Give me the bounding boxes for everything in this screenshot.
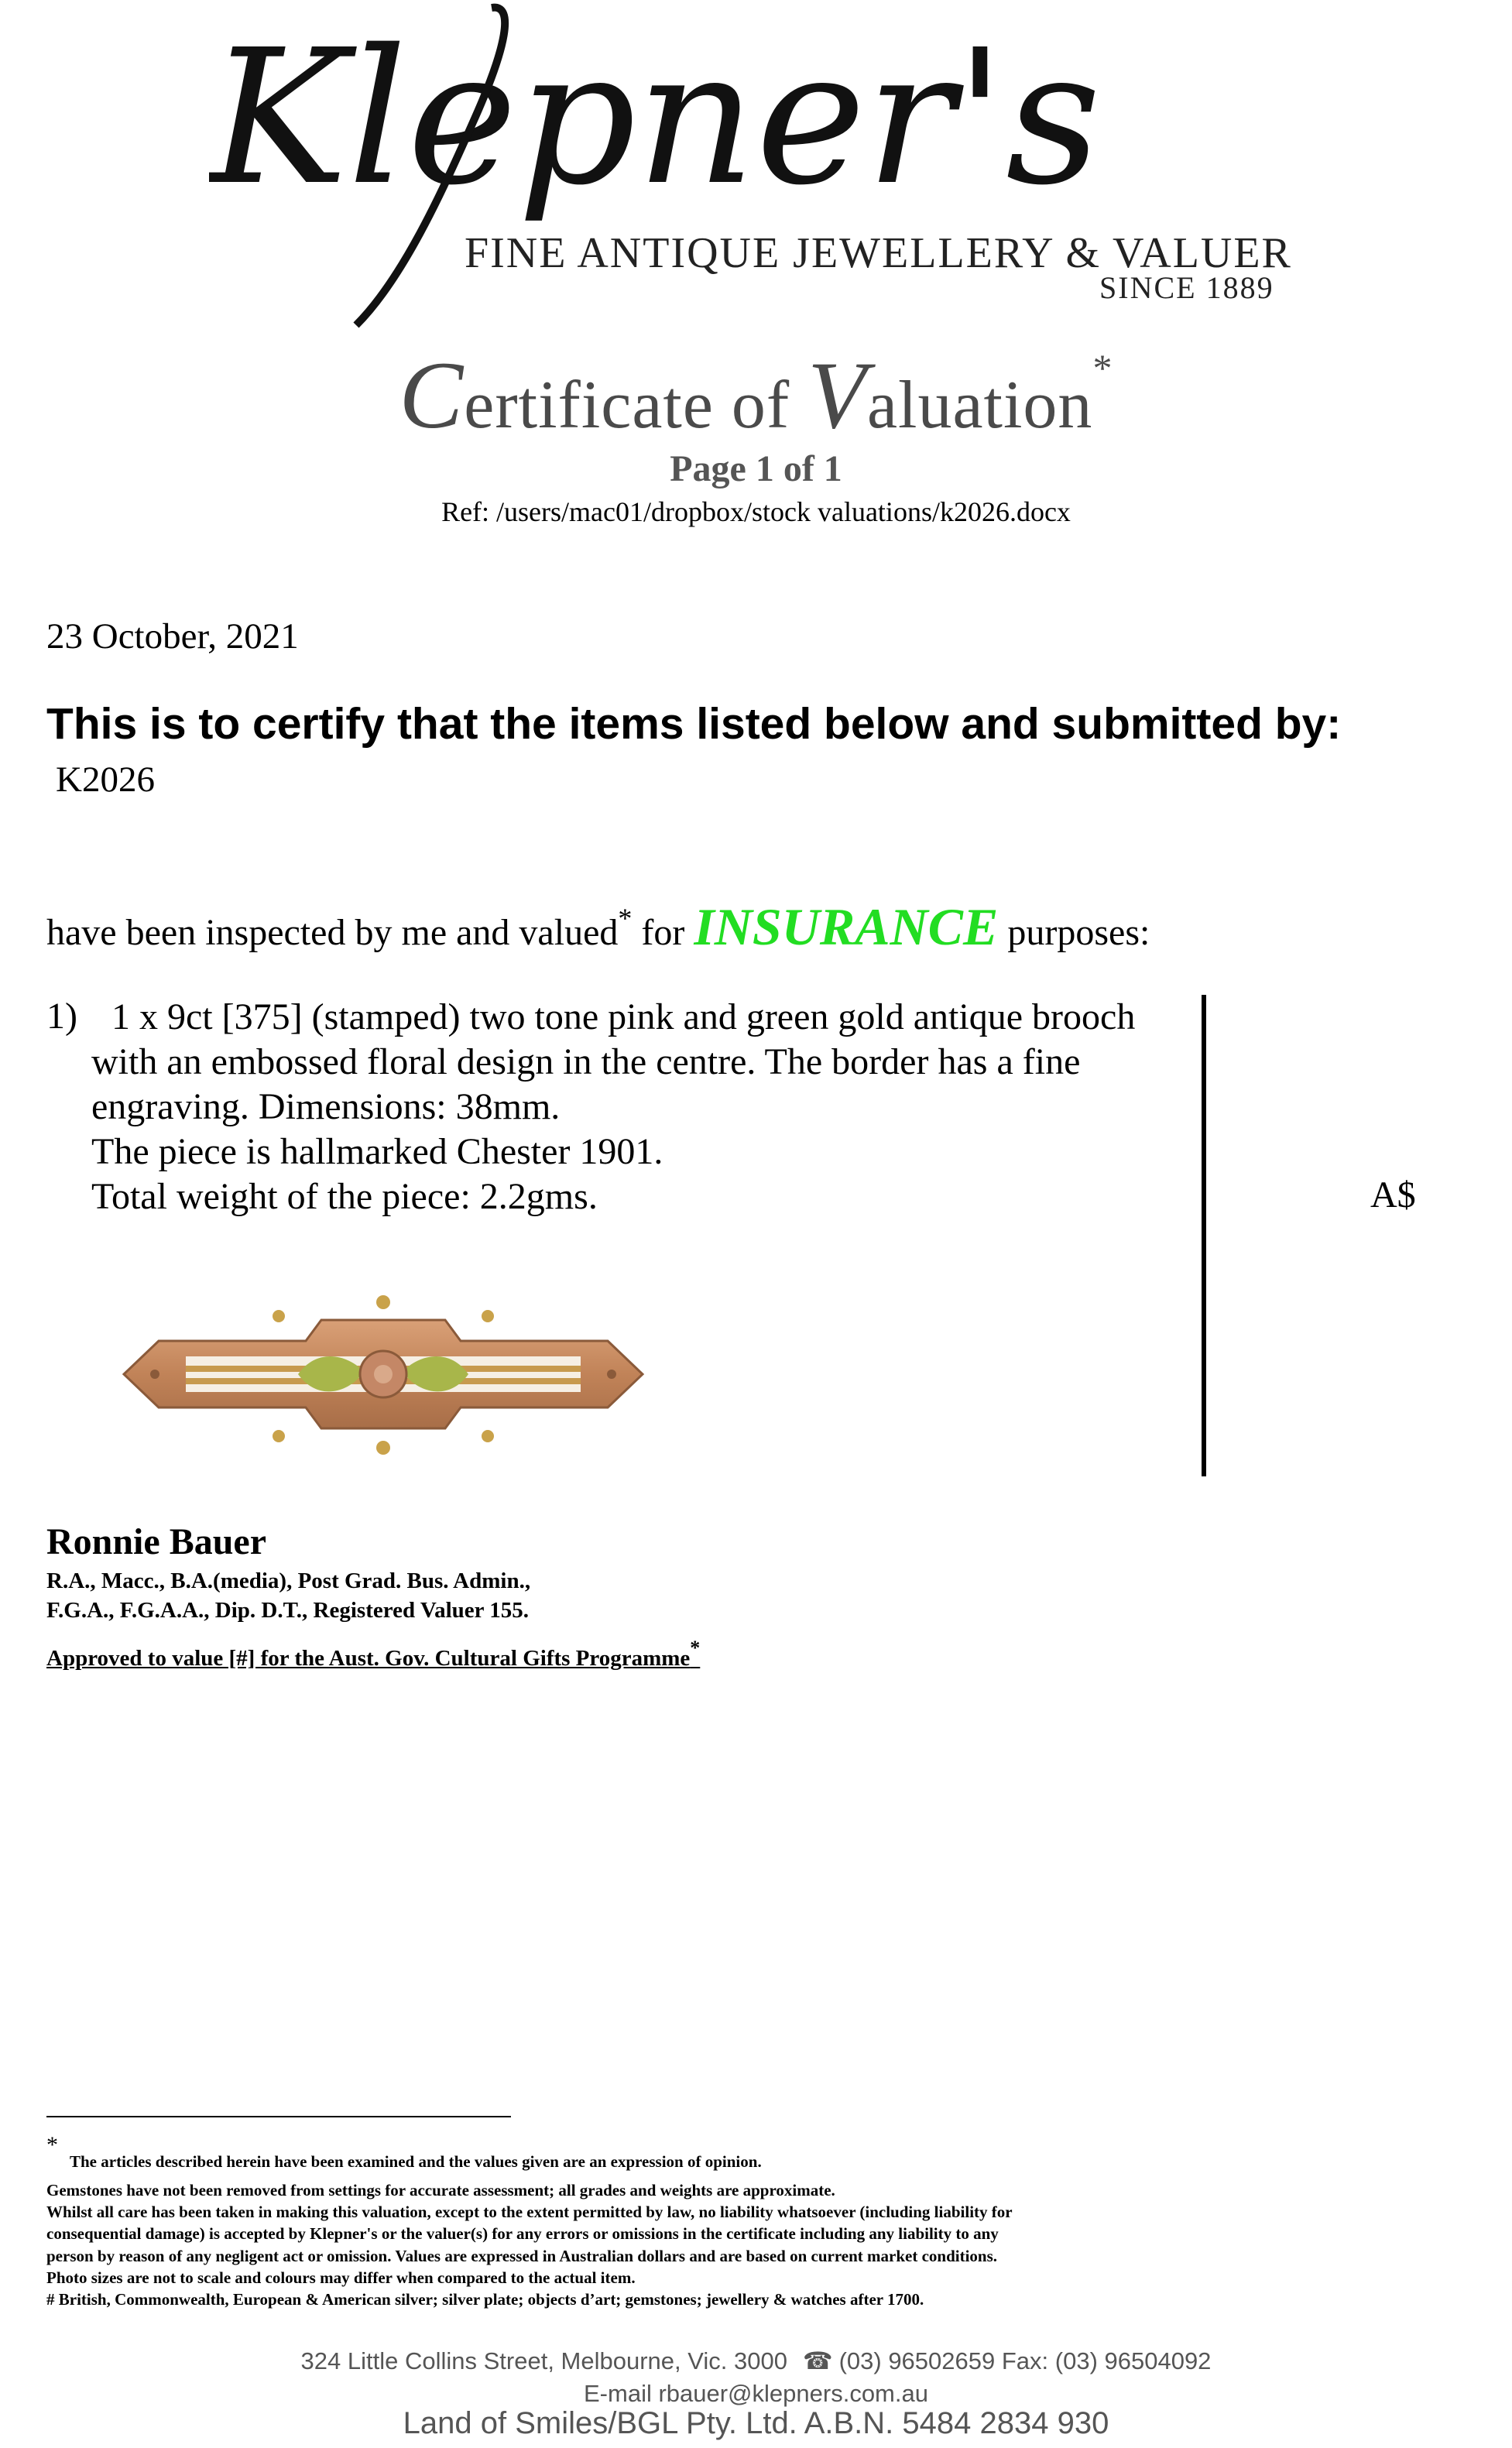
certificate-date: 23 October, 2021 bbox=[46, 616, 299, 657]
logo-tagline: FINE ANTIQUE JEWELLERY & VALUERS bbox=[465, 229, 1293, 277]
purpose-statement bbox=[46, 897, 1150, 958]
brooch-photo bbox=[116, 1285, 650, 1463]
approved-text: Approved to value [#] for the Aust. Gov. Cultural Gifts Programme bbox=[46, 1646, 691, 1671]
title-initial-c: C bbox=[399, 342, 465, 448]
insurance-label: INSURANCE bbox=[694, 897, 999, 956]
item-line-5: Total weight of the piece: 2.2gms. bbox=[91, 1176, 598, 1217]
valuer-qualifications-2: F.G.A., F.G.A.A., Dip. D.T., Registered Valuer 155. bbox=[46, 1598, 530, 1623]
footnote-line-7: # British, Commonwealth, European & American silver; silver plate; objects d’art; gemstones; jewellery & watches after 1700. bbox=[46, 2290, 924, 2309]
klepners-logo bbox=[209, 0, 1293, 333]
footer-abn: Land of Smiles/BGL Pty. Ltd. A.B.N. 5484 2834 930 bbox=[403, 2406, 1109, 2440]
logo-graphic bbox=[209, 0, 1293, 333]
item-line-3: engraving. Dimensions: 38mm. bbox=[91, 1086, 561, 1127]
purpose-asterisk: * bbox=[618, 903, 633, 934]
footnote-line-4: consequential damage) is accepted by Klepner's or the valuer(s) for any errors or omissions in the certificate including any liability to any bbox=[46, 2224, 999, 2243]
item-line-2: with an embossed floral design in the centre. The border has a fine bbox=[91, 1041, 1081, 1082]
phone-icon: ☎ bbox=[802, 2347, 833, 2374]
footer-email: E-mail rbauer@klepners.com.au bbox=[584, 2380, 928, 2407]
footer-address-line bbox=[0, 2347, 1512, 2375]
reference-path: Ref: /users/mac01/dropbox/stock valuations/k2026.docx bbox=[441, 496, 1071, 527]
brooch-illustration bbox=[116, 1285, 650, 1463]
page-number: Page 1 of 1 bbox=[670, 448, 842, 489]
footnote-line-5: person by reason of any negligent act or omission. Values are expressed in Australian dollars and are based on current market conditions. bbox=[46, 2247, 998, 2265]
footnote-line-2: Gemstones have not been removed from settings for accurate assessment; all grades and weights are approximate. bbox=[46, 2181, 835, 2199]
footnote-line-6: Photo sizes are not to scale and colours may differ when compared to the actual item. bbox=[46, 2268, 636, 2287]
footnote-asterisk: * bbox=[46, 2132, 58, 2158]
submitter-id: K2026 bbox=[56, 759, 155, 800]
purpose-for: for bbox=[632, 912, 694, 953]
certificate-title bbox=[0, 341, 1512, 451]
value-column-divider bbox=[1202, 995, 1206, 1476]
certify-heading: This is to certify that the items listed below and submitted by: bbox=[46, 699, 1342, 749]
footnote-line-3: Whilst all care has been taken in making this valuation, except to the extent permitted by law, no liability whatsoever (including liability for bbox=[46, 2203, 1013, 2221]
footer-phone: (03) 96502659 Fax: (03) 96504092 bbox=[838, 2347, 1212, 2374]
valuer-name: Ronnie Bauer bbox=[46, 1521, 267, 1562]
title-part-1: ertificate of bbox=[464, 368, 808, 443]
valuer-qualifications-1: R.A., Macc., B.A.(media), Post Grad. Bus. Admin., bbox=[46, 1569, 531, 1593]
footnote-rule bbox=[46, 2116, 511, 2117]
title-asterisk: * bbox=[1092, 346, 1113, 389]
purpose-suffix: purposes: bbox=[998, 912, 1150, 953]
footnote-line-1: The articles described herein have been examined and the values given are an expression of opinion. bbox=[70, 2152, 762, 2171]
footer-address: 324 Little Collins Street, Melbourne, Vic. 3000 bbox=[300, 2347, 787, 2374]
title-initial-v: V bbox=[807, 342, 867, 448]
title-part-2: aluation bbox=[866, 368, 1093, 443]
value-currency: A$ bbox=[1370, 1174, 1416, 1215]
logo-script-text: Klepner's bbox=[209, 9, 1102, 226]
purpose-prefix: have been inspected by me and valued bbox=[46, 912, 619, 953]
logo-since: SINCE 1889 bbox=[1099, 270, 1274, 305]
approved-asterisk: * bbox=[690, 1637, 701, 1659]
item-number: 1) bbox=[46, 996, 77, 1037]
item-line-1: 1 x 9ct [375] (stamped) two tone pink and green gold antique brooch bbox=[111, 996, 1136, 1037]
item-line-4: The piece is hallmarked Chester 1901. bbox=[91, 1131, 663, 1172]
item-description bbox=[91, 995, 1206, 1219]
approved-statement bbox=[46, 1637, 700, 1671]
